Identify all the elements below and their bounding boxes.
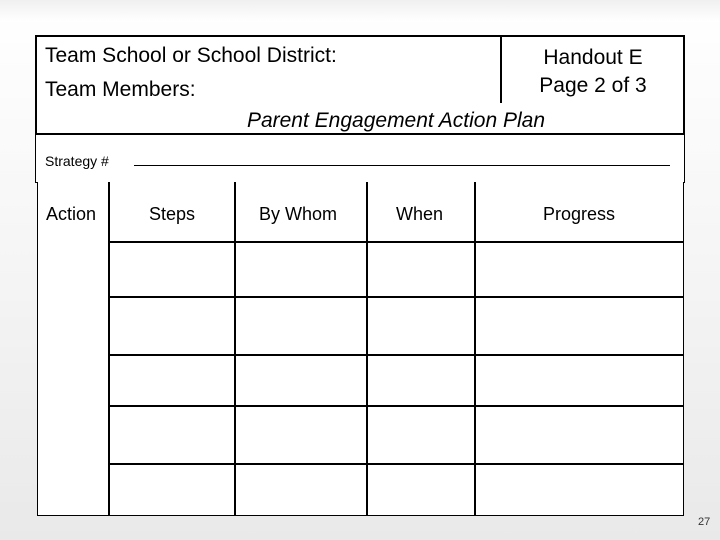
column-header-progress: Progress: [543, 204, 616, 224]
column-divider: [474, 182, 476, 515]
column-divider: [108, 182, 110, 515]
action-plan-table: [37, 182, 684, 516]
column-header-when: When: [396, 204, 444, 224]
row-divider: [109, 296, 684, 298]
handout-title: Handout E: [543, 46, 643, 69]
strategy-label: Strategy #: [45, 153, 109, 169]
page-number: 27: [698, 516, 711, 528]
team-school-label: Team School or School District:: [45, 44, 337, 67]
row-divider: [109, 241, 684, 243]
strategy-row: [35, 135, 685, 183]
row-divider: [109, 463, 684, 465]
handout-label: [509, 44, 677, 100]
handout-page: Page 2 of 3: [539, 74, 647, 97]
column-header-steps: Steps: [149, 204, 196, 224]
column-header-action: Action: [46, 204, 97, 224]
column-divider: [366, 182, 368, 515]
strategy-input-line[interactable]: [134, 165, 670, 166]
plan-title: [37, 109, 687, 133]
page-top-bar: [0, 0, 720, 22]
header-box: [35, 35, 685, 135]
team-members-label: Team Members:: [45, 78, 196, 101]
header-divider: [500, 37, 502, 103]
row-divider: [109, 405, 684, 407]
column-header-by-whom: By Whom: [259, 204, 338, 224]
row-divider: [109, 354, 684, 356]
column-divider: [234, 182, 236, 515]
plan-title-text: Parent Engagement Action Plan: [246, 109, 546, 132]
